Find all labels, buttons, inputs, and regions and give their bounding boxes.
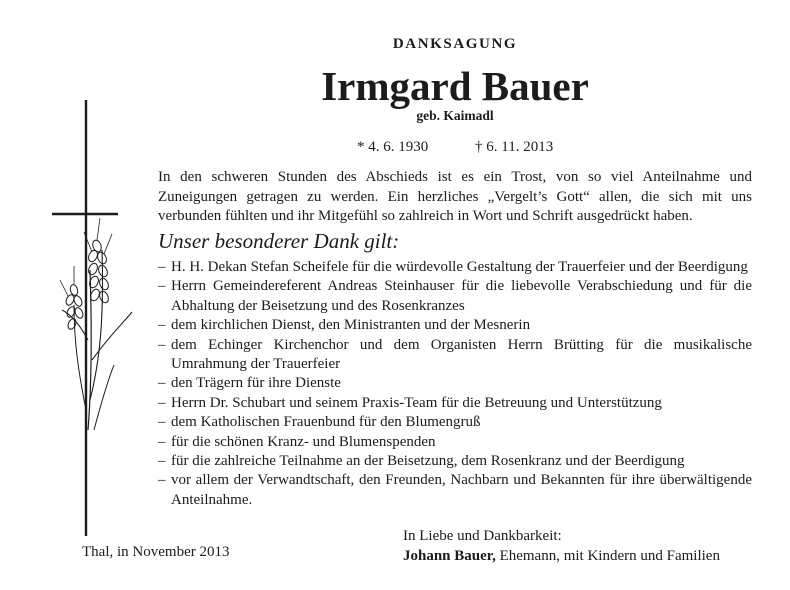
list-item [158,394,752,413]
thanks-list [158,258,752,510]
list-item-text: für die schönen Kranz- und Blumenspenden [171,433,436,450]
signature-block [403,526,720,566]
list-item-text: dem Katholischen Frauenbund für den Blumengruß [171,414,481,431]
list-item [158,433,752,452]
list-item [158,374,752,393]
list-item-text: Herrn Dr. Schubart und seinem Praxis-Team für die Betreuung und Unterstützung [171,394,662,411]
place-and-date: Thal, in November 2013 [82,544,230,560]
list-item [158,452,752,471]
list-item [158,258,752,277]
dash: – [158,259,166,275]
intro-paragraph: In den schweren Stunden des Abschieds ist es ein Trost, von so viel Anteilnahme und Zuneigungen getragen zu werden. Ein herzliches „Vergelt’s Gott“ allen, die sich mit uns verbunden fühlten und ihr Mitgefühl so zahlreich in Wort und Schrift ausgedrückt haben. [158,169,752,224]
signer-details: Ehemann, mit Kindern und Familien [495,548,720,564]
thanks-heading: Unser besonderer Dank gilt: [158,229,400,253]
cross-with-wheat-icon [52,100,142,540]
list-item-text: Herrn Gemeindereferent Andreas Steinhauser für die liebevolle Verabschiedung und für die Abhaltung der Beisetzung und des Rosenkranzes [171,278,752,314]
death-date: † 6. 11. 2013 [475,139,554,155]
list-item [158,316,752,335]
dash: – [158,394,166,411]
maiden-name: geb. Kaimadl [416,108,494,123]
dash: – [158,453,166,470]
list-item-text: H. H. Dekan Stefan Scheifele für die würdevolle Gestaltung der Trauerfeier und der Beerdigung [171,259,748,275]
list-item [158,471,752,510]
dash: – [158,472,166,489]
dash: – [158,375,166,392]
list-item-text: vor allem der Verwandtschaft, den Freunden, Nachbarn und Bekannten für ihre überwältigende Anteilnahme. [171,472,752,508]
list-item-text: dem kirchlichen Dienst, den Ministranten und der Mesnerin [171,317,531,334]
list-item [158,277,752,316]
dash: – [158,317,166,334]
list-item-text: den Trägern für ihre Dienste [171,375,341,392]
heading: DANKSAGUNG [392,36,518,52]
farewell-line: In Liebe und Dankbarkeit: [403,528,562,544]
list-item-text: für die zahlreiche Teilnahme an der Beisetzung, dem Rosenkranz und der Beerdigung [171,453,685,470]
life-dates [357,139,577,156]
list-item-text: dem Echinger Kirchenchor und dem Organisten Herrn Brütting für die musikalische Umrahmung der Trauerfeier [171,336,752,373]
signer-line [403,546,720,566]
dash: – [158,278,166,295]
list-item [158,413,752,432]
deceased-name: Irmgard Bauer [321,63,589,109]
dash: – [158,336,166,353]
dash: – [158,414,166,431]
list-item [158,336,752,375]
dash: – [158,433,166,450]
signer-name: Johann Bauer, [403,548,496,564]
birth-date: * 4. 6. 1930 [357,139,429,155]
